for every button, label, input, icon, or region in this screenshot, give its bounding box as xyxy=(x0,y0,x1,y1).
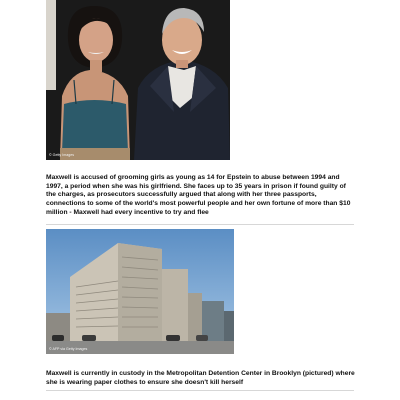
caption-divider xyxy=(46,390,354,391)
photo-couple-illustration xyxy=(46,0,230,160)
photo-credit: © Getty Images xyxy=(49,153,75,158)
photo-building-illustration xyxy=(46,229,234,354)
photo-caption: Maxwell is currently in custody in the Metropolitan Detention Center in Brooklyn (pictured) where she is wearing paper clothes to ensure she doesn't kill herself xyxy=(46,370,355,386)
photo-credit: © AFP via Getty Images xyxy=(49,347,88,352)
caption-divider xyxy=(46,224,354,225)
photo-caption: Maxwell is accused of grooming girls as young as 14 for Epstein to abuse between 1994 and 1997, a period when she was his girlfriend. She faces up to 35 years in prison if found guilty of the charges, as prosecutors successfully argued that along with her three passports, connections to some of the world's most powerful people and her own fortune of more than $10 million - Maxwell had every incentive to try and flee xyxy=(46,174,351,216)
article-photo-detention-center xyxy=(46,229,234,354)
article-photo-couple xyxy=(46,0,230,160)
